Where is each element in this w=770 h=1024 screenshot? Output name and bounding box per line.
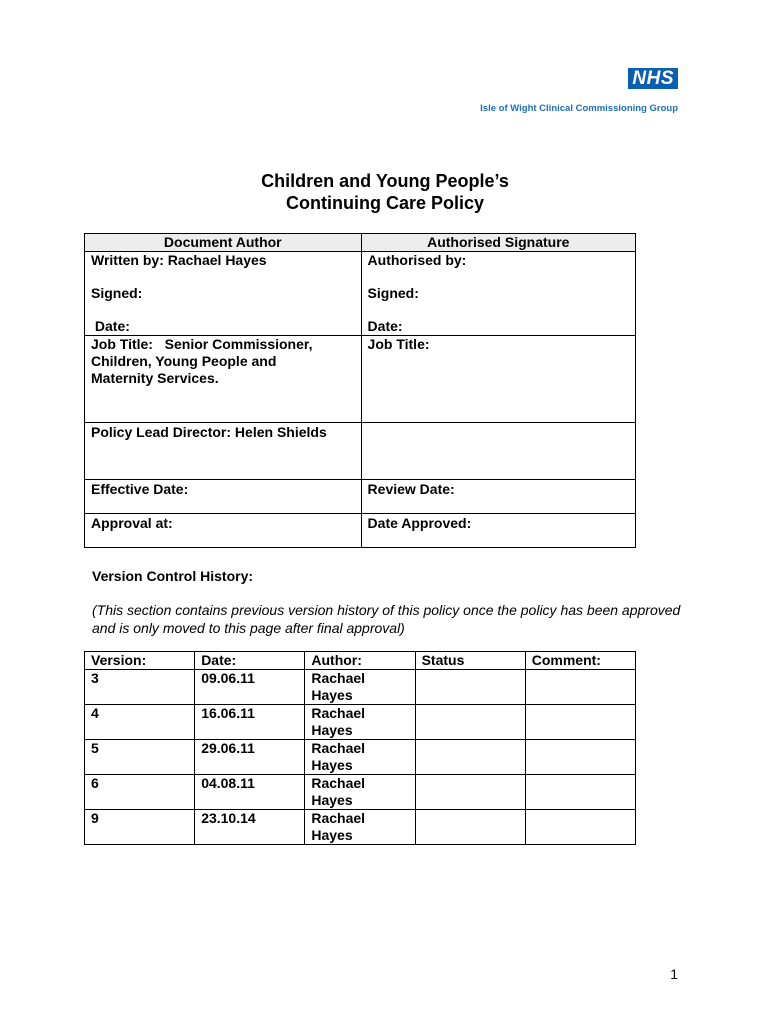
- date-header: Date:: [195, 652, 305, 670]
- date-cell: 29.06.11: [195, 740, 305, 775]
- status-cell: [415, 740, 525, 775]
- policy-lead-director: Policy Lead Director: Helen Shields: [91, 424, 327, 440]
- effective-date-label: Effective Date:: [91, 481, 189, 497]
- document-author-table: [84, 233, 636, 548]
- status-header: Status: [415, 652, 525, 670]
- date-cell: 23.10.14: [195, 810, 305, 845]
- version-control-note: (This section contains previous version history of this policy once the policy has been approved and is only moved to this page after final approval): [92, 602, 681, 636]
- date-right: Date:: [367, 318, 403, 334]
- job-title-left-cell: [85, 336, 362, 423]
- author-first-name: Rachael: [311, 740, 366, 756]
- version-history-table: [84, 651, 636, 845]
- author-cell: [305, 775, 415, 810]
- table-row: [85, 775, 636, 810]
- job-title-left-line-3: Maternity Services.: [91, 370, 219, 386]
- document-title: [0, 170, 770, 214]
- comment-cell: [525, 705, 635, 740]
- date-cell: 16.06.11: [195, 705, 305, 740]
- table-row: [85, 670, 636, 705]
- author-first-name: Rachael: [311, 670, 366, 686]
- signed-right: Signed:: [367, 285, 419, 301]
- date-left: Date:: [91, 318, 130, 334]
- policy-lead-row: [85, 423, 636, 480]
- job-title-left-line-2: Children, Young People and: [91, 353, 277, 369]
- version-control-heading: Version Control History:: [92, 568, 254, 584]
- date-approved-cell: [361, 514, 635, 548]
- effective-date-cell: [85, 480, 362, 514]
- version-cell: 6: [85, 775, 195, 810]
- version-cell: 3: [85, 670, 195, 705]
- date-approved-label: Date Approved:: [367, 515, 472, 531]
- version-header: Version:: [85, 652, 195, 670]
- version-cell: 9: [85, 810, 195, 845]
- comment-cell: [525, 775, 635, 810]
- signature-row: [85, 252, 636, 336]
- table-row: [85, 740, 636, 775]
- author-first-name: Rachael: [311, 775, 366, 791]
- nhs-logo-badge: NHS: [628, 68, 678, 89]
- comment-cell: [525, 810, 635, 845]
- approval-row: [85, 514, 636, 548]
- version-table-header-row: [85, 652, 636, 670]
- page-number: 1: [670, 966, 678, 982]
- table-row: [85, 705, 636, 740]
- author-header: Author:: [305, 652, 415, 670]
- comment-header: Comment:: [525, 652, 635, 670]
- organisation-name: Isle of Wight Clinical Commissioning Group: [480, 103, 678, 114]
- comment-cell: [525, 740, 635, 775]
- author-cell: [305, 740, 415, 775]
- policy-lead-empty-cell: [361, 423, 635, 480]
- authoriser-signature-cell: [361, 252, 635, 336]
- table-row: [85, 810, 636, 845]
- title-line-2: Continuing Care Policy: [285, 193, 485, 213]
- status-cell: [415, 775, 525, 810]
- document-author-header: Document Author: [85, 234, 362, 252]
- comment-cell: [525, 670, 635, 705]
- author-last-name: Hayes: [311, 722, 353, 738]
- author-cell: [305, 705, 415, 740]
- status-cell: [415, 810, 525, 845]
- job-title-left-line-1: Job Title: Senior Commissioner,: [91, 336, 313, 352]
- author-signature-cell: [85, 252, 362, 336]
- date-cell: 09.06.11: [195, 670, 305, 705]
- job-title-right: Job Title:: [367, 336, 430, 352]
- job-title-row: [85, 336, 636, 423]
- review-date-cell: [361, 480, 635, 514]
- authorised-signature-header: Authorised Signature: [361, 234, 635, 252]
- status-cell: [415, 670, 525, 705]
- author-last-name: Hayes: [311, 827, 353, 843]
- title-line-1: Children and Young People’s: [261, 171, 509, 191]
- version-cell: 4: [85, 705, 195, 740]
- author-first-name: Rachael: [311, 705, 366, 721]
- author-last-name: Hayes: [311, 757, 353, 773]
- status-cell: [415, 705, 525, 740]
- author-first-name: Rachael: [311, 810, 366, 826]
- review-date-label: Review Date:: [367, 481, 455, 497]
- dates-row: [85, 480, 636, 514]
- approval-at-cell: [85, 514, 362, 548]
- version-cell: 5: [85, 740, 195, 775]
- author-cell: [305, 670, 415, 705]
- authorised-by: Authorised by:: [367, 252, 467, 268]
- job-title-right-cell: [361, 336, 635, 423]
- signed-left: Signed:: [91, 285, 143, 301]
- doc-table-header-row: [85, 234, 636, 252]
- author-last-name: Hayes: [311, 687, 353, 703]
- nhs-logo: [480, 68, 678, 114]
- written-by: Written by: Rachael Hayes: [91, 252, 267, 268]
- date-cell: 04.08.11: [195, 775, 305, 810]
- policy-lead-cell: [85, 423, 362, 480]
- approval-at-label: Approval at:: [91, 515, 173, 531]
- author-cell: [305, 810, 415, 845]
- author-last-name: Hayes: [311, 792, 353, 808]
